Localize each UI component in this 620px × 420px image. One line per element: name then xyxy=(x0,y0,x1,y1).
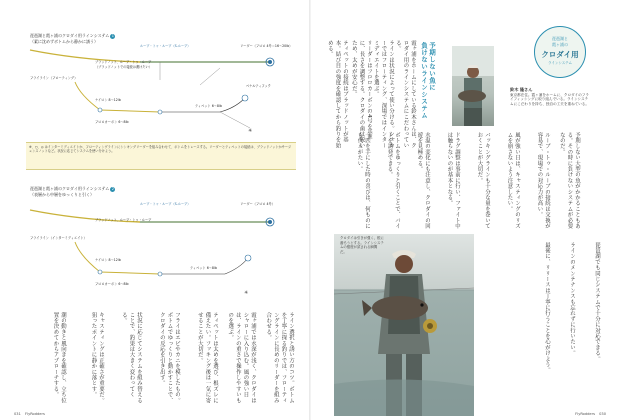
left-text-col: ティペットは太めを選び、根ズレに備えたい。フッキング後は一気に寄せることが大切だ。 xyxy=(196,312,218,404)
svg-text:✳: ✳ xyxy=(248,128,253,134)
right-text-col: バッキングラインも十分な量を巻いておくことが大切だ。 xyxy=(476,132,490,229)
right-magazine-name: FlyRodders xyxy=(575,412,595,416)
left-text-col: キャスティングは正確さが重要だ。狙ったポイントに静かに落とす。 xyxy=(90,312,104,404)
diagram1-label-2: フライライン（フローティング） xyxy=(30,76,78,80)
diagram2-label-6: ティペット 6〜8lb xyxy=(190,266,217,270)
diagram1-number-badge: 1 xyxy=(111,34,114,38)
right-text-col: 風が強い日は、キャスティングのリズムを崩さないよう注意したい。 xyxy=(506,132,520,229)
diagram1-label-4: （ブラッドノットでの接続は避けたい） xyxy=(95,65,152,69)
right-footer xyxy=(575,412,606,416)
photo-caption: クロダイは引きが強く、根に潜ろうとする。ラインシステムの強度が試される瞬間だ。 xyxy=(340,236,384,254)
diagram2-line-system xyxy=(20,196,300,301)
right-text-col: 水温の変化にも注意し、クロダイの回遊を見極める。 xyxy=(416,132,430,229)
diagram1-label-7: ペナルティフック xyxy=(246,84,271,88)
author-name: 鈴木 隆さん xyxy=(510,87,533,92)
diagram1-label-0: ループ・トゥ・ループ（S-ループ） xyxy=(140,44,191,48)
diagram2-label-0: ループ・トゥ・ループ（S-ループ） xyxy=(140,202,191,206)
diagram1-label-3: ブラッドノット、ループ・トゥ・ループ xyxy=(95,60,152,64)
diagram2-title: 琵琶湖と霞ヶ浦のクロダイ用ラインシステム 2 （表層から中層をゆっくりと引く） xyxy=(30,186,114,197)
diagram2-label-3: ブラッドノット、ループ・トゥ・ループ xyxy=(95,218,152,222)
diagram1-label-8: ティペット 6〜8lb xyxy=(195,104,222,108)
diagram1-subtitle: （素に沈めずボトムから静かに誘う） xyxy=(30,39,98,44)
left-text-col: 状況に応じてシステムを組み替えることで、釣果は大きく変わってくる。 xyxy=(120,312,142,404)
angler-photo-small xyxy=(452,46,494,126)
right-text-col: ラインは状況によって使い分ける。シャローではフローティング、深場ではインターミディエイトを選ぶ。 xyxy=(372,40,394,149)
author-box xyxy=(510,88,590,106)
angler-photo-main xyxy=(334,234,474,416)
diagram1-line-system xyxy=(20,40,300,140)
right-text-col: 一匹を手にした時の喜びは、何ものにも代えがたい。 xyxy=(356,132,370,229)
note-box xyxy=(26,142,296,170)
right-text-col: 予期しない大型の魚がかかることもある。その時に負けないシステムが必要なのだ。 xyxy=(558,132,580,229)
left-text-col: 潮の動きと風向きを確認し、立ち位置を決めてからアプローチする。 xyxy=(52,312,66,404)
right-text-col: 最後に、リリースは丁寧に行うことを心がけよう。 xyxy=(544,242,550,374)
left-text-col: ライン選択と誘い方のコツ。ボトムを丁寧に探る釣りでは、フローティングラインに長めのリーダーを組み合わせる。 xyxy=(265,312,294,404)
right-page-number: 030 xyxy=(599,412,606,416)
diagram1-title: 琵琶湖と霞ヶ浦のクロダイ用ラインシステム 1 （素に沈めずボトムから静かに誘う） xyxy=(30,33,114,44)
right-text-col: 霞ヶ浦をホームにしている鈴木さんは、クロダイ用のラインシステムにこだわっている。 xyxy=(394,40,416,149)
right-text-col: ループ・トゥ・ループの接続は交換が容易で、現場での対応力が高い。 xyxy=(536,132,550,229)
left-footer xyxy=(14,412,45,416)
diagram2-label-4: ナイロン 8〜12lb xyxy=(95,258,121,262)
right-text-col: 琵琶湖でも同じシステムで十分に対応できる。 xyxy=(594,242,600,362)
series-badge: 琵琶湖と 霞ヶ浦の クロダイ用 ラインシステム xyxy=(534,26,586,78)
right-text-col: ラインのメンテナンスも忘れずに行いたい。 xyxy=(569,242,575,356)
author-bio: 東京都在住。霞ヶ浦をホームに、クロダイのフライフィッシングに取り組んでいる。ラインシステムにこだわりを持ち、独自の工夫を重ねている。 xyxy=(510,92,589,106)
diagram2-subtitle: （表層から中層をゆっくりと引く） xyxy=(30,192,94,197)
page-gutter xyxy=(309,0,311,420)
diagram1-label-1: リーダー（フロロ 4号＝16〜20lb） xyxy=(240,44,293,48)
diagram2-number-badge: 2 xyxy=(111,187,114,191)
right-text-col: ボトムをゆっくりと引くことで、バイトを誘発できる。 xyxy=(386,132,400,229)
diagram1-label-6: フロロカーボン 6〜8lb xyxy=(95,120,129,124)
diagram1-label-5: ナイロン 8〜12lb xyxy=(95,98,121,102)
left-text-col: 霞ヶ浦では水深が浅く、クロダイはシャローに入り込む。風の強い日は、ラインの重さで操作しやすいものを選ぶ。 xyxy=(227,312,256,404)
left-magazine-name: FlyRodders xyxy=(25,412,45,416)
diagram2-label-2: フライライン（インターミディエイト） xyxy=(30,236,87,240)
right-text-col: ティペットの接続はブラッドノットが基本。結び目の強度を確認してから釣りを始める。 xyxy=(326,40,348,149)
note-text: ※、○、◎ はインターミディエイトか、フローティングラインにシンキングリーダーを組み合わせて、ボトムをトレースする。リーダーとティペットの接続は、ブラッドノットかサージェンスノットなど。状況に応じてシステムを使い分けよう。 xyxy=(29,145,292,154)
diagram2-label-5: フロロカーボン 6〜8lb xyxy=(95,282,129,286)
svg-text:✳: ✳ xyxy=(244,290,249,296)
left-text-col: フライはエビやカニを模したもの。ボトムでゆっくりと動かすことで、クロダイの反応を引き出す。 xyxy=(158,312,180,404)
right-text-col: ドラグ調整は事前に行い、ファイト中は触らないのが基本となる。 xyxy=(446,132,460,229)
right-text-col: リーダーはフロロカーボンの4号を基準に、長さを調整する。クロダイの歯は鋭いため、太めが安心だ。 xyxy=(350,40,372,149)
left-page-number: 031 xyxy=(14,412,21,416)
article-headline: 予期しない魚に 負けないラインシステム xyxy=(420,42,436,119)
diagram2-label-1: リーダー（フロロ 4号） xyxy=(240,202,275,206)
